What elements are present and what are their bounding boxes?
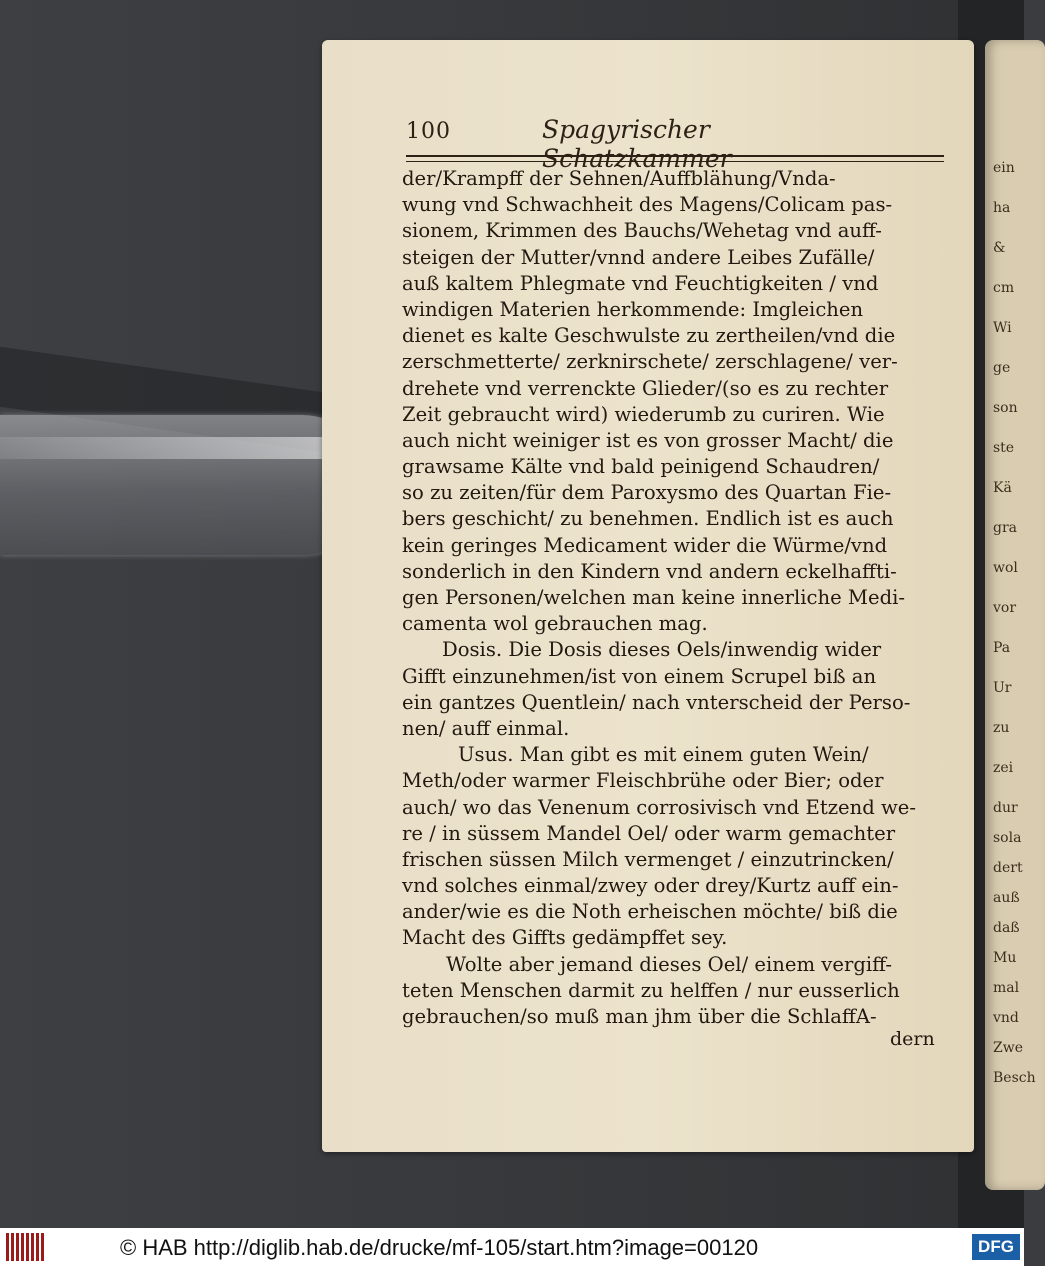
hab-logo-icon: [6, 1233, 46, 1261]
text-line-dosis: Dosis. Die Dosis dieses Oels/inwendig wider: [442, 638, 882, 662]
text-line: dienet es kalte Geschwulste zu zertheilen/vnd die: [402, 324, 896, 348]
next-page-fragment: auß: [993, 890, 1020, 906]
text-line: teten Menschen darmit zu helffen / nur eusserlich: [402, 978, 900, 1002]
text-line: auch/ wo das Venenum corrosivisch vnd Etzend we-: [402, 795, 917, 819]
text-line: grawsame Kälte vnd bald peinigend Schaudren/: [402, 455, 880, 479]
text-line: sonderlich in den Kindern vnd andern eckelhaffti-: [402, 559, 897, 583]
text-line: vnd solches einmal/zwey oder drey/Kurtz auff ein-: [402, 874, 899, 898]
text-line: wung vnd Schwachheit des Magens/Colicam pas-: [402, 193, 893, 217]
next-page-fragment: Wi: [993, 320, 1012, 336]
text-line: nen/ auff einmal.: [402, 716, 570, 740]
copyright-link[interactable]: © HAB http://diglib.hab.de/drucke/mf-105/start.htm?image=00120: [120, 1235, 759, 1260]
next-page-fragment: sola: [993, 830, 1022, 846]
next-page-fragment: ge: [993, 360, 1011, 376]
text-line: Zeit gebraucht wird) wiederumb zu curiren. Wie: [402, 402, 885, 426]
page-number: 100: [406, 119, 451, 144]
text-line: auch nicht weiniger ist es von grosser Macht/ die: [402, 428, 894, 452]
next-page-fragment: vnd: [993, 1010, 1019, 1026]
next-page-fragment: ein: [993, 160, 1015, 176]
text-line: Wolte aber jemand dieses Oel/ einem vergiff-: [446, 952, 892, 976]
text-line: Gifft einzunehmen/ist von einem Scrupel biß an: [402, 664, 877, 688]
page-header: [406, 115, 866, 173]
next-page-fragment: &: [993, 240, 1006, 256]
text-line: steigen der Mutter/vnnd andere Leibes Zufälle/: [402, 245, 875, 269]
text-line: bers geschicht/ zu benehmen. Endlich ist es auch: [402, 507, 894, 531]
next-page-fragment: son: [993, 400, 1018, 416]
page-body: [402, 166, 947, 1030]
next-page-fragment: dur: [993, 800, 1018, 816]
next-page-fragment: Zwe: [993, 1040, 1023, 1056]
next-page-fragment: vor: [993, 600, 1017, 616]
next-page-fragment: gra: [993, 520, 1018, 536]
book-page: [322, 40, 974, 1152]
catchword: dern: [890, 1028, 935, 1050]
text-line: drehete vnd verrenckte Glieder/(so es zu rechter: [402, 376, 889, 400]
text-line: re / in süssem Mandel Oel/ oder warm gemachter: [402, 821, 896, 845]
next-page-fragment: mal: [993, 980, 1020, 996]
dfg-logo: DFG: [972, 1234, 1020, 1260]
text-line: gebrauchen/so muß man jhm über die SchlaffA-: [402, 1005, 877, 1028]
next-page-fragment: Pa: [993, 640, 1011, 656]
next-page-fragment: zu: [993, 720, 1010, 736]
text-line: ander/wie es die Noth erheischen möchte/ biß die: [402, 900, 898, 924]
next-page-fragment: wol: [993, 560, 1018, 576]
header-rule: [406, 155, 944, 162]
text-line: camenta wol gebrauchen mag.: [402, 612, 708, 636]
text-line: ein gantzes Quentlein/ nach vnterscheid der Perso-: [402, 690, 911, 714]
next-page-fragment: Ur: [993, 680, 1012, 696]
text-line: kein geringes Medicament wider die Würme/vnd: [402, 533, 888, 557]
next-page-fragment: ste: [993, 440, 1015, 456]
text-line: windigen Materien herkommende: Imgleichen: [402, 297, 864, 321]
text-line: Macht des Giffts gedämpffet sey.: [402, 926, 728, 950]
text-line: zerschmetterte/ zerknirschete/ zerschlagene/ ver-: [402, 350, 898, 374]
next-page-fragment: cm: [993, 280, 1015, 296]
running-title: Spagyrischer Schatzkammer: [542, 115, 732, 173]
text-line: auß kaltem Phlegmate vnd Feuchtigkeiten / vnd: [402, 271, 879, 295]
text-line: Meth/oder warmer Fleischbrühe oder Bier; oder: [402, 769, 884, 793]
text-line: frischen süssen Milch vermenget / einzutrincken/: [402, 847, 894, 871]
next-page-fragment: Kä: [993, 480, 1012, 496]
footer-bar: [0, 1228, 1024, 1266]
next-page-fragment: dert: [993, 860, 1023, 876]
next-page-fragment: daß: [993, 920, 1020, 936]
text-line: so zu zeiten/für dem Paroxysmo des Quartan Fie-: [402, 481, 892, 505]
text-line: sionem, Krimmen des Bauchs/Wehetag vnd auff-: [402, 219, 882, 243]
next-page-fragment: Besch: [993, 1070, 1036, 1086]
glass-page-holder: [0, 415, 372, 555]
text-line: der/Krampff der Sehnen/Auffblähung/Vnda-: [402, 167, 836, 190]
text-line: gen Personen/welchen man keine innerliche Medi-: [402, 586, 905, 609]
next-page-fragment: Mu: [993, 950, 1017, 966]
next-page-edge: [985, 40, 1045, 1190]
next-page-fragment: ha: [993, 200, 1011, 216]
next-page-fragment: zei: [993, 760, 1014, 776]
text-line-usus: Usus. Man gibt es mit einem guten Wein/: [458, 743, 869, 767]
